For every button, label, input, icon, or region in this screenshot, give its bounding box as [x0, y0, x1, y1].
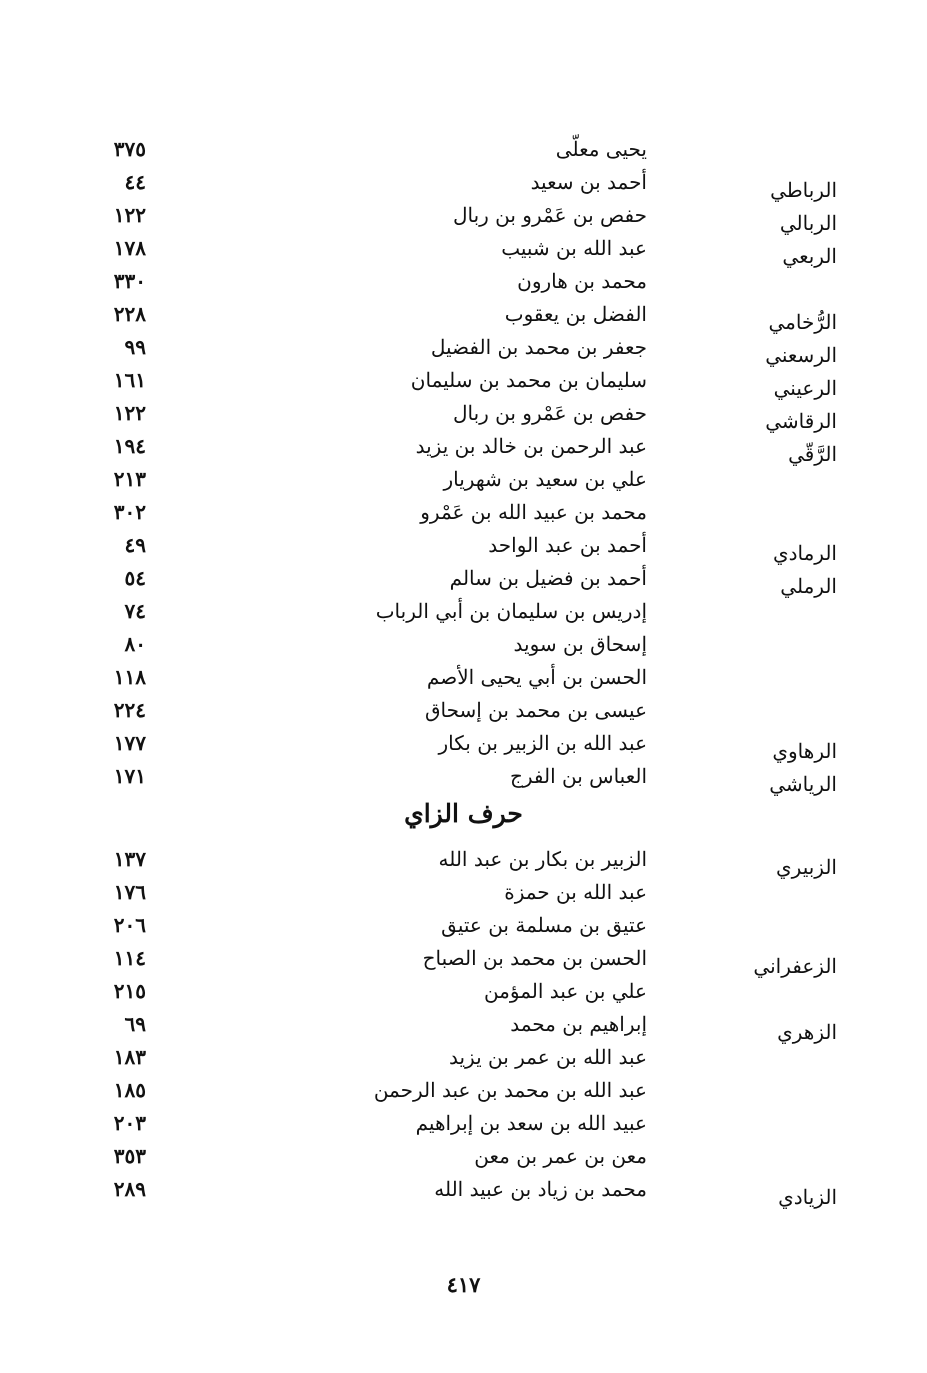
entry-name: جعفر بن محمد بن الفضيل	[430, 335, 647, 359]
entry-name: حفص بن عَمْرو بن ربال	[452, 203, 647, 227]
entry-name: حفص بن عَمْرو بن ربال	[452, 401, 647, 425]
entry-name: أحمد بن فضيل بن سالم	[449, 566, 647, 590]
entry-nisba	[637, 595, 837, 603]
entry-nisba	[637, 876, 837, 884]
entry-nisba: الرهاوي	[772, 739, 837, 763]
entry-nisba: الرَّقّي	[788, 442, 837, 466]
index-entry	[0, 133, 927, 166]
entry-nisba	[637, 265, 837, 273]
entry-name: العباس بن الفرج	[509, 764, 647, 788]
entry-page-number: ٢١٣	[113, 467, 146, 491]
entries-zay	[0, 843, 927, 1209]
entry-name: عبد الله بن عمر بن يزيد	[448, 1045, 647, 1069]
entry-nisba: الرعيني	[773, 376, 837, 400]
index-entry	[0, 166, 927, 202]
entry-page-number: ٢٨٩	[113, 1177, 146, 1201]
entry-nisba	[637, 909, 837, 917]
entry-page-number: ٥٤	[124, 566, 146, 590]
entry-nisba: الرسعني	[765, 343, 837, 367]
entry-nisba: الرقاشي	[765, 409, 837, 433]
entry-name: علي بن عبد المؤمن	[483, 979, 647, 1003]
entry-name: الفضل بن يعقوب	[504, 302, 647, 326]
entry-page-number: ٢٢٨	[113, 302, 146, 326]
entry-name: عبيد الله بن سعد بن إبراهيم	[415, 1111, 647, 1135]
entry-name: محمد بن عبيد الله بن عَمْرو	[420, 500, 647, 524]
entry-name: علي بن سعيد بن شهريار	[443, 467, 647, 491]
index-entry	[0, 430, 927, 466]
entry-page-number: ٤٤	[124, 170, 146, 194]
entry-name: الحسن بن أبي يحيى الأصم	[426, 665, 647, 689]
index-entry	[0, 694, 927, 727]
entry-nisba	[637, 661, 837, 669]
entry-name: الحسن بن محمد بن الصباح	[422, 946, 647, 970]
entry-nisba	[637, 1107, 837, 1115]
entry-page-number: ٣٥٣	[113, 1144, 146, 1168]
entry-nisba	[637, 628, 837, 636]
index-entry	[0, 843, 927, 879]
entry-page-number: ٨٠	[124, 632, 146, 656]
entry-nisba	[637, 1041, 837, 1049]
index-entry	[0, 364, 927, 400]
entry-nisba	[637, 133, 837, 141]
entry-page-number: ٧٤	[124, 599, 146, 623]
entry-page-number: ٣٣٠	[113, 269, 146, 293]
index-entry	[0, 661, 927, 694]
entry-page-number: ١٩٤	[113, 434, 146, 458]
index-entry	[0, 199, 927, 235]
index-entry	[0, 1041, 927, 1074]
entry-name: عبد الله بن الزبير بن بكار	[438, 731, 647, 755]
entry-name: عبد الله بن محمد بن عبد الرحمن	[373, 1078, 647, 1102]
index-entry	[0, 1074, 927, 1107]
entry-nisba	[637, 1140, 837, 1148]
index-entry	[0, 463, 927, 496]
entry-nisba	[637, 496, 837, 504]
entry-page-number: ١٧٦	[113, 880, 146, 904]
index-entry	[0, 562, 927, 598]
index-entry	[0, 1008, 927, 1044]
index-entry	[0, 942, 927, 978]
section-heading	[0, 793, 927, 843]
entry-nisba	[637, 975, 837, 983]
entry-name: عبد الله بن شبيب	[501, 236, 647, 260]
entry-name: عيسى بن محمد بن إسحاق	[424, 698, 647, 722]
entry-page-number: ١٨٥	[113, 1078, 146, 1102]
entry-page-number: ٢٠٣	[113, 1111, 146, 1135]
index-entry	[0, 496, 927, 529]
index-entry	[0, 1173, 927, 1209]
index-entry	[0, 529, 927, 565]
entry-name: محمد بن هارون	[517, 269, 647, 293]
entry-name: عبد الله بن حمزة	[504, 880, 647, 904]
entry-name: محمد بن زياد بن عبيد الله	[434, 1177, 647, 1201]
index-entry	[0, 1140, 927, 1173]
entry-page-number: ٢٠٦	[113, 913, 146, 937]
entries-ra	[0, 133, 927, 796]
index-entry	[0, 232, 927, 268]
entry-name: أحمد بن سعيد	[530, 170, 647, 194]
entry-page-number: ١٢٢	[113, 401, 146, 425]
entry-page-number: ٤٩	[124, 533, 146, 557]
entry-nisba: الربعي	[782, 244, 837, 268]
entry-name: عبد الرحمن بن خالد بن يزيد	[415, 434, 647, 458]
entry-nisba	[637, 463, 837, 471]
entry-page-number: ١٧٧	[113, 731, 146, 755]
index-entry	[0, 331, 927, 367]
entry-name: معن بن عمر بن معن	[474, 1144, 647, 1168]
index-list	[0, 133, 927, 1209]
entry-page-number: ١٧٨	[113, 236, 146, 260]
index-entry	[0, 298, 927, 334]
entry-page-number: ٢٢٤	[113, 698, 146, 722]
entry-name: إدريس بن سليمان بن أبي الرباب	[375, 599, 647, 623]
entry-nisba: الرملي	[780, 574, 837, 598]
entry-nisba: الزعفراني	[753, 954, 837, 978]
entry-nisba: الرمادي	[772, 541, 837, 565]
index-entry	[0, 595, 927, 628]
entry-nisba: الرباطي	[770, 178, 837, 202]
index-entry	[0, 265, 927, 298]
entry-page-number: ١٢٢	[113, 203, 146, 227]
entry-nisba	[637, 694, 837, 702]
index-entry	[0, 909, 927, 942]
index-entry	[0, 727, 927, 763]
entry-nisba: الرُّخامي	[768, 310, 837, 334]
entry-page-number: ١١٤	[113, 946, 146, 970]
entry-page-number: ٣٧٥	[113, 137, 146, 161]
entry-nisba: الربالي	[779, 211, 837, 235]
index-entry	[0, 975, 927, 1008]
entry-page-number: ١٧١	[113, 764, 146, 788]
entry-page-number: ١١٨	[113, 665, 146, 689]
entry-nisba	[637, 1074, 837, 1082]
entry-page-number: ١٨٣	[113, 1045, 146, 1069]
entry-name: الزبير بن بكار بن عبد الله	[438, 847, 647, 871]
entry-name: أحمد بن عبد الواحد	[488, 533, 647, 557]
entry-page-number: ٢١٥	[113, 979, 146, 1003]
entry-page-number: ٦٩	[124, 1012, 146, 1036]
index-entry	[0, 628, 927, 661]
entry-page-number: ٣٠٢	[113, 500, 146, 524]
entry-name: سليمان بن محمد بن سليمان	[410, 368, 647, 392]
page-number: ٤١٧	[446, 1272, 481, 1297]
index-entry	[0, 1107, 927, 1140]
entry-nisba: الزيادي	[778, 1185, 837, 1209]
entry-page-number: ١٣٧	[113, 847, 146, 871]
entry-nisba: الرياشي	[769, 772, 837, 796]
entry-nisba: الزبيري	[776, 855, 837, 879]
entry-page-number: ٩٩	[124, 335, 146, 359]
index-entry	[0, 397, 927, 433]
entry-page-number: ١٦١	[113, 368, 146, 392]
entry-name: يحيى معلّى	[555, 137, 647, 161]
entry-name: إبراهيم بن محمد	[510, 1012, 647, 1036]
entry-name: عتيق بن مسلمة بن عتيق	[441, 913, 647, 937]
index-entry	[0, 876, 927, 909]
entry-nisba: الزهري	[777, 1020, 837, 1044]
entry-name: إسحاق بن سويد	[513, 632, 647, 656]
index-entry	[0, 760, 927, 796]
section-heading-text: حرف الزاي	[404, 799, 523, 828]
